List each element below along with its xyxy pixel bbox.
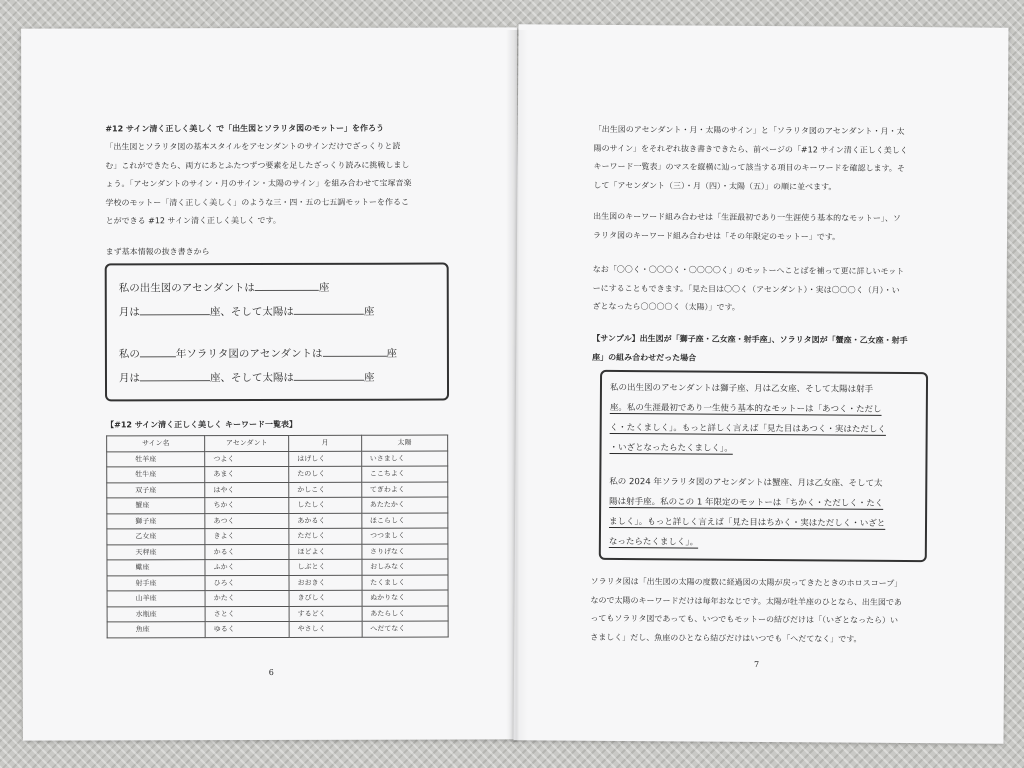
body-line: ソラリタ図は「出生図の太陽の度数に経過図の太陽が戻ってきたときのホロスコープ」 — [590, 576, 903, 588]
section-heading: #12 サイン清く正しく美しく で「出生図とソラリタ図のモットー」を作ろう — [105, 123, 384, 134]
intro-line: む」これができたら、両方にあとふたつずつ要素を足したざっくり読みに挑戦しまし — [105, 160, 410, 170]
table-title: 【#12 サイン清く正しく美しく キーワード一覧表】 — [106, 419, 297, 430]
sign-suffix: 座 — [318, 281, 330, 294]
blank-field[interactable] — [140, 345, 176, 357]
solar-return-asc-line — [119, 345, 397, 362]
intro-line: 学校のモットー「清く正しく美しく」のような三・四・五の七五調モットーを作るこ — [105, 197, 410, 207]
table-cell: やさしく — [289, 621, 362, 637]
table-cell: つつましく — [361, 528, 447, 544]
table-cell: 牡牛座 — [107, 467, 205, 483]
table-cell: さとく — [205, 606, 289, 622]
sign-suffix: 座 — [363, 371, 375, 384]
moon-label: 月は — [118, 306, 140, 319]
sample-line: く・たくましく」。もっと詳しく言えば「見た目はあつく・実はただしく — [609, 422, 886, 435]
table-row — [107, 621, 448, 637]
body-line: ラリタ図のキーワード組み合わせは「その年限定のモットー」です。 — [593, 230, 841, 242]
table-row — [107, 590, 448, 606]
table-row — [107, 606, 448, 622]
table-cell: 天秤座 — [107, 544, 205, 560]
sample-line: 私の 2024 年ソラリタ図のアセンダントは蟹座、月は乙女座、そして太 — [609, 476, 883, 489]
sample-line: ・いざとなったらたくましく」。 — [609, 442, 733, 454]
table-row — [107, 544, 448, 560]
table-cell: つよく — [205, 451, 289, 467]
table-row — [107, 466, 448, 482]
body-line: 出生図のキーワード組み合わせは「生涯最初であり一生涯使う基本的なモットー」、ソ — [593, 211, 901, 223]
right-page — [514, 24, 1009, 743]
blank-field[interactable] — [294, 303, 364, 315]
table-row — [107, 482, 448, 498]
sample-line: ましく」。もっと詳しく言えば「見た目はちかく・実はただしく・いざと — [608, 516, 886, 529]
sign-suffix: 座 — [386, 347, 398, 360]
table-cell: ちかく — [205, 497, 289, 513]
blank-field[interactable] — [140, 369, 210, 381]
table-cell: きびしく — [289, 590, 362, 606]
fill-in-box — [105, 263, 449, 402]
body-line: なので太陽のキーワードだけは毎年おなじです。太陽が牡羊座のひとなら、出生図であ — [590, 595, 902, 607]
sign-suffix: 座 — [363, 305, 375, 318]
table-header-row — [107, 435, 448, 451]
table-row — [107, 575, 448, 591]
intro-line: ょう。「アセンダントのサイン・月のサイン・太陽のサイン」を組み合わせて宝塚音楽 — [105, 178, 412, 189]
sun-label: 座、そして太陽は — [209, 371, 294, 385]
body-line: ーにすることもできます。「見た目は〇〇く（アセンダント）・実は〇〇〇く（月）・い — [592, 283, 900, 295]
solar-asc-label: 年ソラリタ図のアセンダントは — [175, 347, 323, 361]
table-cell: ただしく — [289, 528, 362, 544]
natal-moon-sun-line — [119, 303, 375, 320]
intro-line: 「出生図とソラリタ図の基本スタイルをアセンダントのサインだけでざっくりと読 — [105, 141, 401, 152]
table-cell: おおきく — [289, 575, 362, 591]
sample-heading: 座」の組み合わせだった場合 — [592, 352, 697, 363]
left-page — [21, 27, 519, 740]
sample-line: なったらたくましく」。 — [608, 536, 699, 548]
table-cell: きよく — [205, 528, 289, 544]
table-cell: したしく — [289, 497, 362, 513]
solar-moon-sun-line — [119, 369, 375, 386]
table-cell: ほどよく — [289, 544, 362, 560]
table-cell: あつく — [205, 513, 289, 529]
body-line: なお「〇〇く・〇〇〇く・〇〇〇〇く」のモットーへことばを補って更に詳しいモット — [592, 264, 905, 276]
sun-label: 座、そして太陽は — [209, 305, 294, 319]
table-cell: あまく — [205, 466, 289, 482]
body-line: ざとなったら〇〇〇〇く（太陽）」です。 — [592, 301, 740, 312]
table-cell: てぎわよく — [361, 482, 447, 498]
col-header: アセンダント — [205, 435, 289, 451]
table-row — [107, 513, 448, 529]
sample-box — [599, 370, 928, 562]
table-cell: へだてなく — [362, 621, 448, 637]
blank-field[interactable] — [294, 369, 364, 381]
body-line: さましく」だし、魚座のひとなら結びだけはいつでも「へだてなく」です。 — [590, 632, 862, 644]
table-cell: ぬかりなく — [362, 590, 448, 606]
table-cell: おしみなく — [362, 559, 448, 575]
table-cell: いさましく — [361, 451, 447, 467]
col-header: サイン名 — [107, 436, 205, 452]
blank-field[interactable] — [140, 303, 210, 315]
blank-field[interactable] — [322, 345, 386, 357]
table-cell: あかるく — [289, 513, 362, 529]
table-cell: 射手座 — [107, 575, 205, 591]
intro-line: とができる #12 サイン清く正しく美しく です。 — [105, 215, 281, 226]
body-line: 「出生図のアセンダント・月・太陽のサイン」と「ソラリタ図のアセンダント・月・太 — [593, 124, 905, 136]
table-row — [107, 497, 448, 513]
table-cell: たのしく — [289, 466, 362, 482]
sample-line: 私の出生図のアセンダントは獅子座、月は乙女座、そして太陽は射手 — [609, 382, 874, 395]
body-line: キーワード一覧表」のマスを縦横に辿って該当する項目のキーワードを確認します。そ — [593, 161, 905, 173]
table-row — [107, 451, 448, 467]
body-line: ってもソラリタ図であっても、いつでもモットーの結びだけは「（いざとなったら）い — [590, 613, 899, 625]
table-cell: 牡羊座 — [107, 451, 205, 467]
table-cell: あたたかく — [361, 497, 447, 513]
table-cell: たくましく — [362, 575, 448, 591]
table-cell: はげしく — [289, 451, 362, 467]
table-cell: するどく — [289, 606, 362, 622]
table-cell: かしこく — [289, 482, 362, 498]
solar-year-label: 私の — [118, 348, 140, 361]
natal-asc-line — [119, 279, 330, 296]
page-number: 6 — [268, 667, 274, 678]
table-cell: かるく — [205, 544, 289, 560]
blank-field[interactable] — [255, 279, 319, 291]
moon-label: 月は — [118, 372, 141, 385]
col-header: 太陽 — [361, 435, 447, 451]
table-cell: 山羊座 — [107, 591, 205, 607]
col-header: 月 — [289, 435, 362, 451]
table-row — [107, 559, 448, 575]
table-cell: 蟹座 — [107, 498, 205, 514]
table-cell: しぶとく — [289, 559, 362, 575]
sample-line: 座。私の生涯最初であり一生使う基本的なモットーは「あつく・ただし — [609, 402, 882, 415]
keyword-table — [106, 435, 449, 638]
table-cell: ほこらしく — [361, 513, 447, 529]
table-cell: 乙女座 — [107, 529, 205, 545]
table-cell: 獅子座 — [107, 513, 205, 529]
extract-label: まず基本情報の抜き書きから — [105, 247, 210, 257]
sample-line: 陽は射手座。私のこの 1 年限定のモットーは「ちかく・ただしく・たく — [609, 496, 884, 509]
sample-heading: 【サンプル】出生図が「獅子座・乙女座・射手座」、ソラリタ図が「蟹座・乙女座・射手 — [592, 333, 908, 346]
body-line: して「アセンダント（三）・月（四）・太陽（五）」の順に並べます。 — [593, 180, 837, 192]
table-cell: かたく — [205, 590, 289, 606]
natal-asc-label: 私の出生図のアセンダントは — [118, 282, 255, 295]
table-cell: あたらしく — [362, 606, 448, 622]
table-cell: ひろく — [205, 575, 289, 591]
table-cell: 魚座 — [107, 622, 205, 638]
table-cell: はやく — [205, 482, 289, 498]
table-cell: ふかく — [205, 559, 289, 575]
body-line: 陽のサイン」をそれぞれ抜き書きできたら、前ページの「#12 サイン清く正しく美しく — [593, 143, 908, 155]
table-cell: ゆるく — [205, 621, 289, 637]
table-cell: 水瓶座 — [107, 606, 205, 622]
table-cell: さりげなく — [362, 544, 448, 560]
table-row — [107, 528, 448, 544]
page-number: 7 — [754, 659, 760, 669]
table-cell: ここちよく — [361, 466, 447, 482]
table-cell: 双子座 — [107, 482, 205, 498]
table-cell: 蠍座 — [107, 560, 205, 576]
